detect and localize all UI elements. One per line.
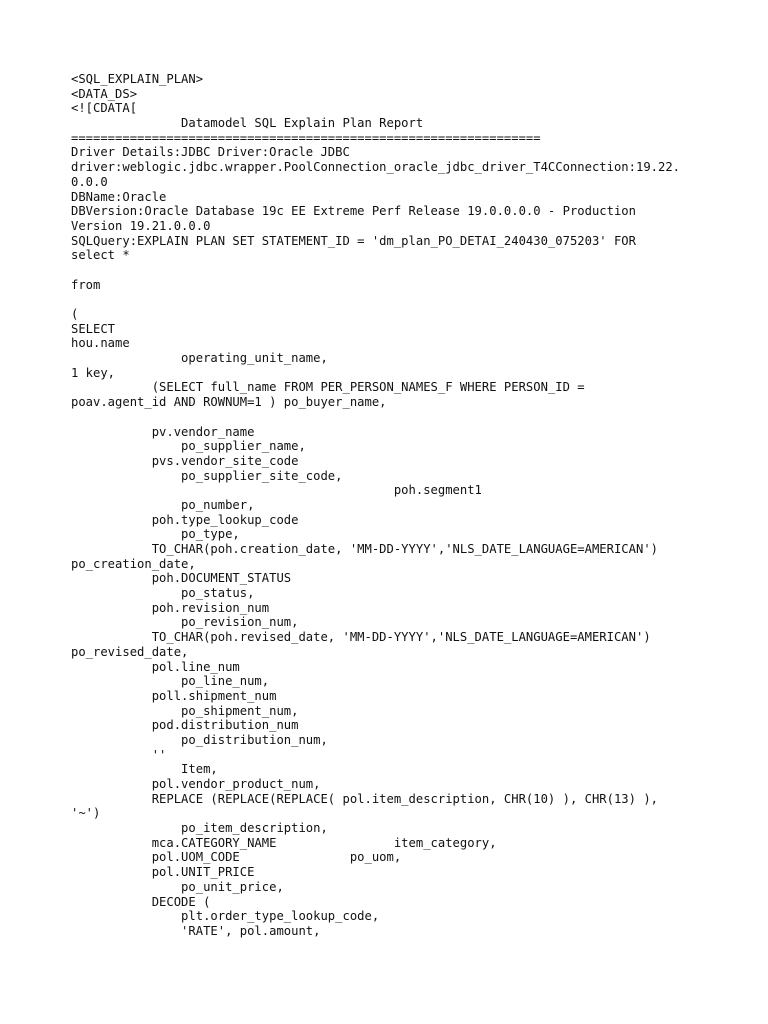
text-line: operating_unit_name, (71, 351, 328, 366)
text-line: po_line_num, (71, 674, 270, 689)
text-line (71, 263, 680, 278)
text-line: po_revision_num, (71, 615, 299, 630)
sql-explain-plan-text (71, 72, 680, 939)
text-line: pod.distribution_num (71, 718, 299, 733)
text-line: SELECT (71, 321, 116, 336)
text-line: pol.UOM_CODE po_uom, (71, 850, 402, 865)
text-line: poh.revision_num (71, 600, 270, 615)
text-line: pvs.vendor_site_code (71, 453, 299, 468)
text-line: po_item_description, (71, 821, 328, 836)
text-line: po_distribution_num, (71, 732, 328, 747)
text-line: select * (71, 248, 130, 263)
text-line: '~') (71, 806, 101, 821)
text-line: DBVersion:Oracle Database 19c EE Extreme Perf Release 19.0.0.0.0 - Production (71, 204, 636, 219)
text-line: po_supplier_name, (71, 439, 306, 454)
text-line: po_revised_date, (71, 644, 189, 659)
text-line: poll.shipment_num (71, 688, 277, 703)
text-line (71, 410, 680, 425)
text-line: DBName:Oracle (71, 189, 167, 204)
text-line: TO_CHAR(poh.creation_date, 'MM-DD-YYYY','NLS_DATE_LANGUAGE=AMERICAN') (71, 542, 658, 556)
text-line: po_creation_date, (71, 556, 196, 571)
text-line: driver:weblogic.jdbc.wrapper.PoolConnection_oracle_jdbc_driver_T4CConnection:19.22. (71, 160, 681, 175)
text-line: 1 key, (71, 365, 116, 380)
text-line: ( (71, 307, 79, 321)
text-line: DECODE ( (71, 894, 211, 909)
text-line: po_type, (71, 527, 240, 542)
text-line: from (71, 277, 101, 292)
text-line: <![CDATA[ (71, 101, 138, 116)
text-line: pv.vendor_name (71, 424, 255, 439)
text-line: po_number, (71, 497, 255, 512)
text-line: Datamodel SQL Explain Plan Report (71, 116, 424, 131)
text-line: <SQL_EXPLAIN_PLAN> (71, 72, 204, 86)
text-line: Version 19.21.0.0.0 (71, 218, 211, 233)
text-line: 0.0.0 (71, 174, 108, 189)
text-line: REPLACE (REPLACE(REPLACE( pol.item_description, CHR(10) ), CHR(13) ), (71, 791, 658, 806)
text-line: 'RATE', pol.amount, (71, 923, 321, 938)
text-line: pol.UNIT_PRICE (71, 865, 255, 880)
text-line: mca.CATEGORY_NAME item_category, (71, 835, 497, 850)
text-line: plt.order_type_lookup_code, (71, 909, 380, 924)
text-line: ================================================================ (71, 130, 541, 145)
text-line: Driver Details:JDBC Driver:Oracle JDBC (71, 145, 350, 160)
text-line: SQLQuery:EXPLAIN PLAN SET STATEMENT_ID = 'dm_plan_PO_DETAI_240430_075203' FOR (71, 233, 636, 248)
text-line: (SELECT full_name FROM PER_PERSON_NAMES_F WHERE PERSON_ID = (71, 380, 585, 395)
text-line: hou.name (71, 336, 130, 351)
text-line: TO_CHAR(poh.revised_date, 'MM-DD-YYYY','NLS_DATE_LANGUAGE=AMERICAN') (71, 630, 651, 645)
text-line: pol.vendor_product_num, (71, 777, 321, 791)
text-line: po_unit_price, (71, 879, 284, 894)
text-line: po_supplier_site_code, (71, 468, 343, 483)
text-line: <DATA_DS> (71, 86, 138, 101)
text-line: poh.DOCUMENT_STATUS (71, 571, 292, 586)
text-line: poh.segment1 (71, 483, 482, 498)
text-line (71, 292, 680, 307)
text-line: poh.type_lookup_code (71, 512, 299, 527)
text-line: po_status, (71, 586, 255, 601)
text-line: pol.line_num (71, 659, 240, 674)
text-line: Item, (71, 762, 218, 777)
text-line: poav.agent_id AND ROWNUM=1 ) po_buyer_name, (71, 395, 387, 410)
text-line: '' (71, 747, 167, 762)
text-line: po_shipment_num, (71, 703, 299, 718)
